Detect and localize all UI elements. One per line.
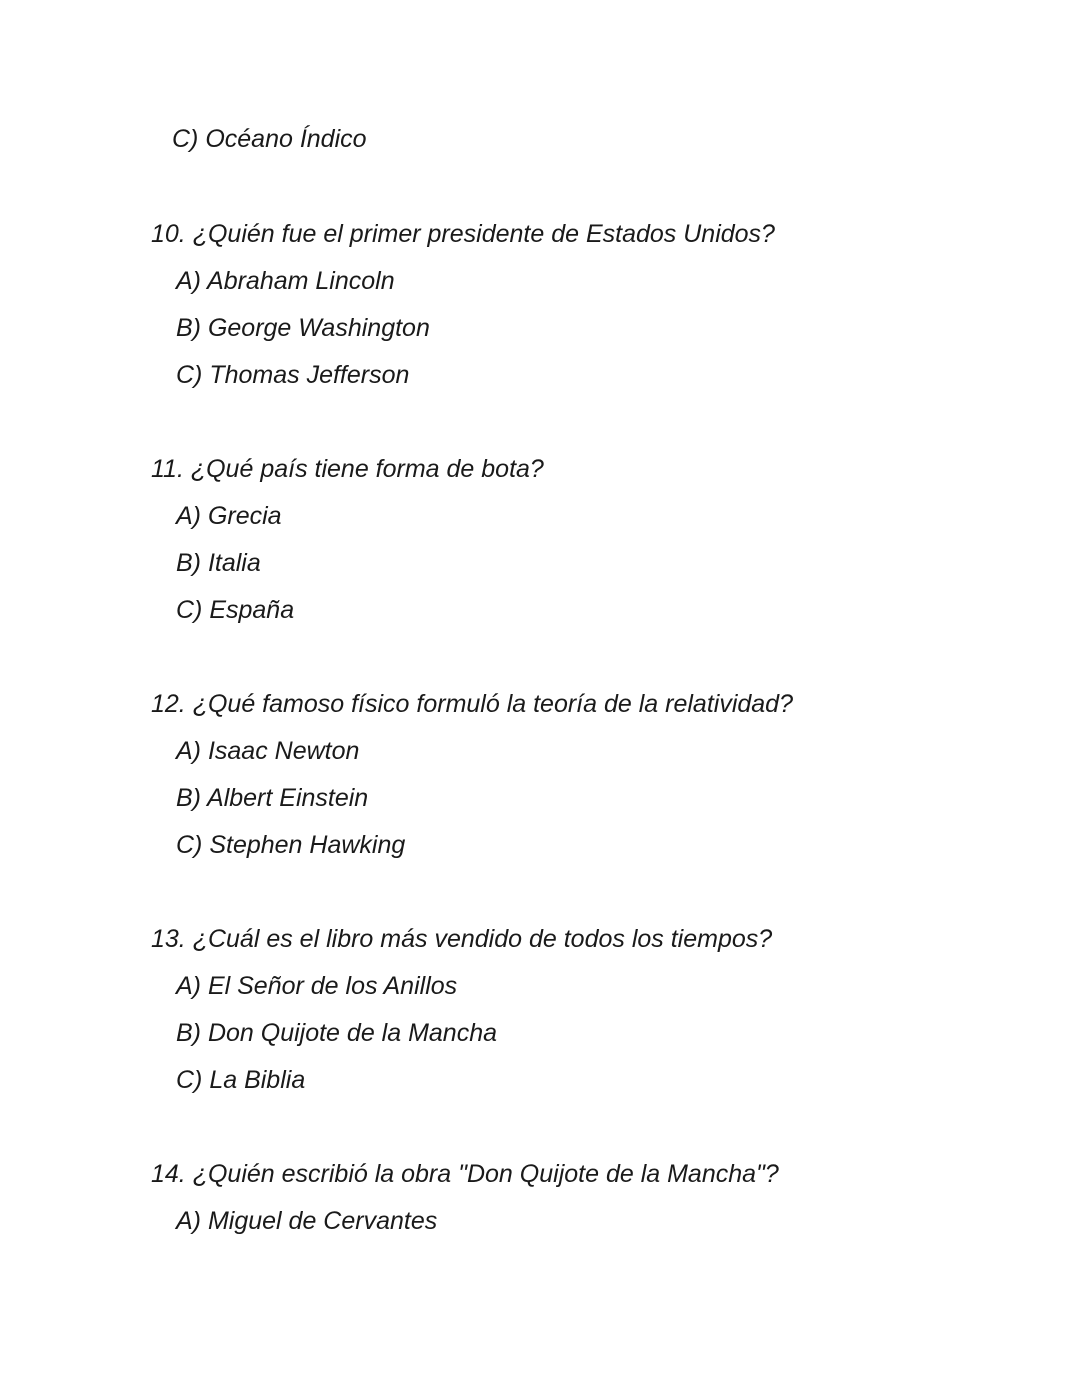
question-13-option-b: B) Don Quijote de la Mancha bbox=[176, 1019, 498, 1047]
question-13-option-c: C) La Biblia bbox=[176, 1066, 306, 1094]
question-12-option-a: A) Isaac Newton bbox=[176, 737, 360, 765]
question-12-option-c: C) Stephen Hawking bbox=[176, 831, 406, 859]
question-10-option-c: C) Thomas Jefferson bbox=[176, 361, 410, 389]
question-12: 12. ¿Qué famoso físico formuló la teoría de la relatividad? bbox=[151, 690, 793, 718]
question-10-option-b: B) George Washington bbox=[176, 314, 430, 342]
question-11-option-c: C) España bbox=[176, 596, 295, 624]
question-10: 10. ¿Quién fue el primer presidente de Estados Unidos? bbox=[151, 220, 775, 248]
question-11-option-b: B) Italia bbox=[176, 549, 261, 577]
option-c-previous-question: C) Océano Índico bbox=[172, 125, 367, 153]
question-14-option-a: A) Miguel de Cervantes bbox=[176, 1207, 438, 1235]
question-12-option-b: B) Albert Einstein bbox=[176, 784, 369, 812]
question-11-option-a: A) Grecia bbox=[176, 502, 282, 530]
question-10-option-a: A) Abraham Lincoln bbox=[176, 267, 395, 295]
question-13-option-a: A) El Señor de los Anillos bbox=[176, 972, 458, 1000]
question-14: 14. ¿Quién escribió la obra "Don Quijote de la Mancha"? bbox=[151, 1160, 779, 1188]
question-11: 11. ¿Qué país tiene forma de bota? bbox=[151, 455, 544, 483]
question-13: 13. ¿Cuál es el libro más vendido de todos los tiempos? bbox=[151, 925, 773, 953]
